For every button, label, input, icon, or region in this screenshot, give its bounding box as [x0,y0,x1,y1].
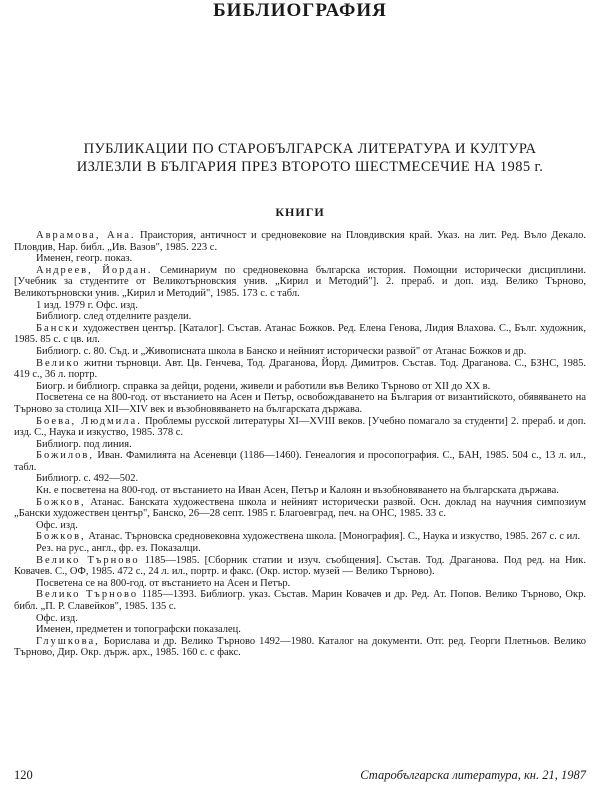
bibliography-entry [14,358,586,381]
entry-lead: Велико Търново [36,554,140,566]
entry-lead: Боева, Людмила. [36,415,142,427]
bibliography-entry [14,323,586,346]
bibliography-entry [14,497,586,520]
bibliography-entry [14,230,586,253]
entry-text: Биогр. и библиогр. справка за дейци, родени, живели и работили във Велико Търново от XII до XX в. [36,380,491,392]
subsection-title: КНИГИ [275,205,325,219]
bibliography-entry [14,416,586,439]
entry-lead: Божилов, [36,450,94,462]
bibliography-note [14,543,586,555]
entry-text: Кн. е посветена на 800-год. от въстанието на Иван Асен, Петър и Калоян и възобновяването на българската държава. [36,485,559,497]
bibliography-note [14,624,586,636]
bibliography-note [14,578,586,590]
bibliography-entry [14,450,586,473]
entry-text: Посветена се на 800-год. от въстанието на Асен и Петър. [36,577,291,589]
entry-lead: Бански [36,322,80,334]
bibliography-entry [14,589,586,612]
bibliography-note [14,346,586,358]
entry-text: Библиогр. след отделните раздели. [36,311,192,323]
entry-text: житни търновци. Авт. Цв. Генчева, Тод. Драганова, Йорд. Димитров. Състав. Тод. Драганова. С., БЗНС, 1985. 419 с., 36 л. портр. [14,357,586,381]
bibliography-note [14,253,586,265]
entry-text: Атанас. Банската художествена школа и нейният исторически развой. Осн. доклад на научния симпозиум „Бански художествен център", Банско, 26—28 септ. 1985 г. Благоевград, печ. на ОНС, 1985. 33 с. [14,496,586,520]
bibliography-note [14,311,586,323]
entry-text: Именен, предметен и топографски показалец. [36,624,241,636]
bibliography-note [14,520,586,532]
entry-text: Офс. изд. [36,519,78,531]
entry-text: Именен, геогр. показ. [36,253,133,265]
entry-text: Борислава и др. Велико Търново 1492—1980. Каталог на документи. Отг. ред. Георги Плетньов. Велико Търново, Дир. Окр. държ. арх., 1985. 160 с. с факс. [14,635,586,659]
page-number: 120 [14,768,33,782]
section-title [30,140,590,176]
section-title-line-1: ПУБЛИКАЦИИ ПО СТАРОБЪЛГАРСКА ЛИТЕРАТУРА И КУЛТУРА [83,141,537,157]
entry-text: 1185—1393. Библиогр. указ. Състав. Марин Ковачев и др. Ред. Ат. Попов. Велико Търново, Окр. библ. „П. Р. Славейков", 1985. 135 с. [14,589,586,612]
bibliography-entry [14,555,586,578]
entry-text: 1185—1985. [Сборник статии и изуч. съобщения]. Състав. Тод. Драганова. Под ред. на Ник. Ковачев. С., ОФ, 1985. 472 с., 24 л. ил., портр. и факс. (Окр. истор. музей — Велико Търново). [14,554,586,578]
bibliography-entry [14,265,586,300]
entry-text: Офс. изд. [36,612,78,624]
bibliography-note [14,473,586,485]
bibliography-list [14,230,586,659]
entry-lead: Аврамова, Ана. [36,230,136,241]
bibliography-note [14,613,586,625]
entry-lead: Велико Търново [36,589,139,601]
entry-lead: Велико [36,357,81,369]
entry-text: Библиогр. с. 492—502. [36,473,139,485]
entry-text: Иван. Фамилията на Асеневци (1186—1460). Генеалогия и просопография. С., БАН, 1985. 504 с., 13 л. ил., табл. [14,450,586,473]
bibliography-entry [14,531,586,543]
entry-lead: Божков, [36,531,86,543]
entry-text: 1 изд. 1979 г. Офс. изд. [36,299,138,311]
entry-lead: Андреев, Йордан. [36,264,153,276]
bibliography-note [14,392,586,415]
entry-lead: Божков, [36,496,86,508]
bibliography-note [14,381,586,393]
entry-lead: Глушкова, [36,635,100,647]
page-footer [14,768,586,786]
bibliography-entry [14,636,586,659]
entry-text: Семинариум по средновековна българска история. Помощни исторически дисциплини. [Учебник за студентите от Великотърновския унив. „Кирил и Методий"]. 2. прераб. и доп. изд. Велико Търново, Великотърновски унив. „Кирил и Методий", 1985. 173 с. с табл. [14,264,587,299]
entry-text: Рез. на рус., англ., фр. ез. Показалци. [36,543,201,555]
entry-text: Библиогр. под линия. [36,438,132,450]
entry-text: художествен център. [Каталог]. Състав. Атанас Божков. Ред. Елена Генова, Лидия Влахова. С., Бълг. художник, 1985. 85 с. с цв. ил. [14,322,586,346]
bibliography-note [14,439,586,451]
bibliography-note [14,485,586,497]
journal-citation: Старобългарска литература, кн. 21, 1987 [360,768,586,782]
entry-text: Атанас. Търновска средновековна художествена школа. [Монография]. С., Наука и изкуство, 1985. 267 с. с ил. [85,531,581,543]
entry-text: Праистория, античност и средновековие на Пловдивския край. Указ. на лит. Ред. Въло Декало. Пловдив, Нар. библ. „Ив. Вазов", 1985. 223 с. [14,230,587,253]
section-title-line-2: ИЗЛЕЗЛИ В БЪЛГАРИЯ ПРЕЗ ВТОРОТО ШЕСТМЕСЕЧИЕ НА 1985 г. [76,159,544,175]
entry-text: Библиогр. с. 80. Съд. и „Живописната школа в Банско и нейният исторически развой" от Атанас Божков и др. [36,345,527,357]
bibliography-note [14,300,586,312]
entry-text: Проблемы русской литературы XI—XVIII веков. [Учебно помагало за студенти] 2. прераб. и доп. изд. С., Наука и изкуство, 1985. 378 с. [14,415,586,439]
running-head: БИБЛИОГРАФИЯ [213,0,387,21]
entry-text: Посветена се на 800-год. от въстанието на Асен и Петър, освобождаването на България от византийското, обявяването на Търново за столица XII—XIV век и възобновяването на българската държава. [14,392,586,415]
